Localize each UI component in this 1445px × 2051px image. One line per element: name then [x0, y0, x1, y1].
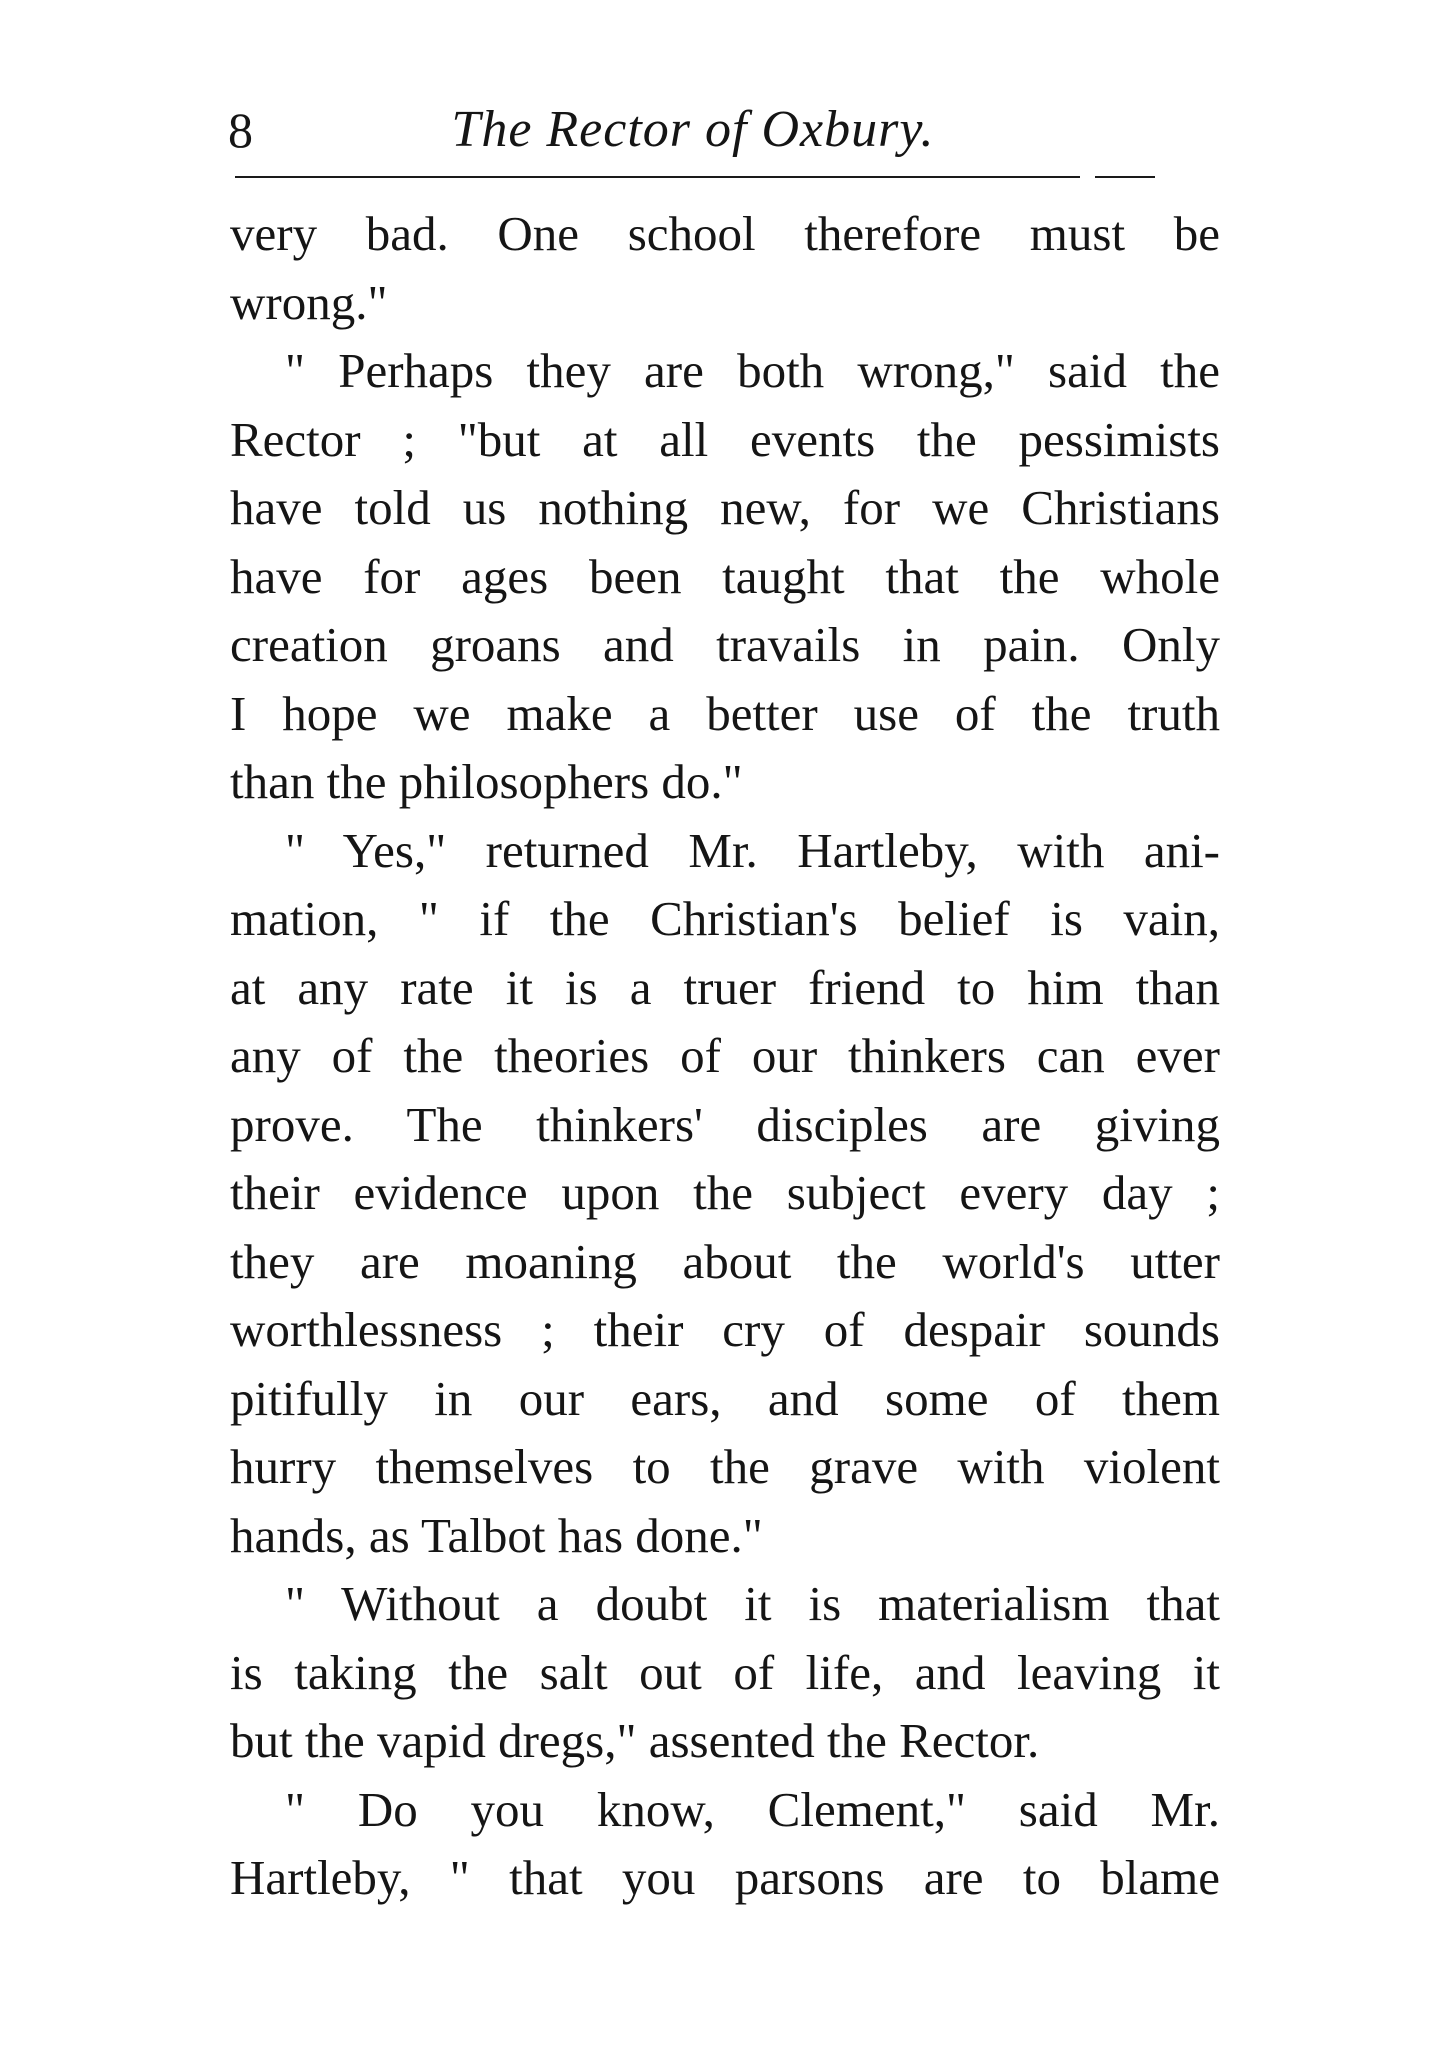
text-line: Rector ; "but at all events the pessimists: [230, 411, 1220, 467]
text-line: wrong.": [230, 274, 388, 330]
text-line: is taking the salt out of life, and leaving it: [230, 1644, 1220, 1700]
text-line: worthlessness ; their cry of despair sounds: [230, 1302, 1220, 1357]
text-line: prove. The thinkers' disciples are giving: [230, 1096, 1220, 1152]
text-line: " Perhaps they are both wrong," said the: [285, 343, 1220, 398]
text-line: have told us nothing new, for we Christians: [230, 480, 1220, 535]
running-title: The Rector of Oxbury.: [451, 101, 935, 158]
text-line: but the vapid dregs," assented the Rector.: [230, 1713, 1040, 1768]
text-line: creation groans and travails in pain. Only: [230, 617, 1220, 672]
text-line: they are moaning about the world's utter: [230, 1233, 1220, 1289]
page-number: 8: [228, 102, 253, 158]
text-line: have for ages been taught that the whole: [230, 548, 1220, 604]
body-text: [230, 200, 1220, 1913]
header-rule: [235, 176, 1080, 178]
text-line: their evidence upon the subject every day ;: [230, 1165, 1220, 1220]
text-line: pitifully in our ears, and some of them: [230, 1370, 1220, 1426]
text-line: " Without a doubt it is materialism that: [285, 1576, 1220, 1631]
text-line: hurry themselves to the grave with violent: [230, 1439, 1220, 1494]
text-line: than the philosophers do.": [230, 754, 743, 809]
text-line: " Yes," returned Mr. Hartleby, with ani-: [285, 822, 1220, 878]
text-line: any of the theories of our thinkers can ever: [230, 1028, 1220, 1083]
text-line: hands, as Talbot has done.": [230, 1507, 763, 1563]
text-line: Hartleby, " that you parsons are to blame: [230, 1850, 1220, 1905]
text-line: at any rate it is a truer friend to him than: [230, 959, 1220, 1015]
header-rule-end: [1095, 176, 1155, 178]
text-line: " Do you know, Clement," said Mr.: [285, 1781, 1220, 1837]
text-line: I hope we make a better use of the truth: [230, 685, 1220, 741]
text-line: very bad. One school therefore must be: [230, 206, 1220, 261]
text-line: mation, " if the Christian's belief is vain,: [230, 891, 1220, 946]
running-head: [228, 90, 1158, 170]
